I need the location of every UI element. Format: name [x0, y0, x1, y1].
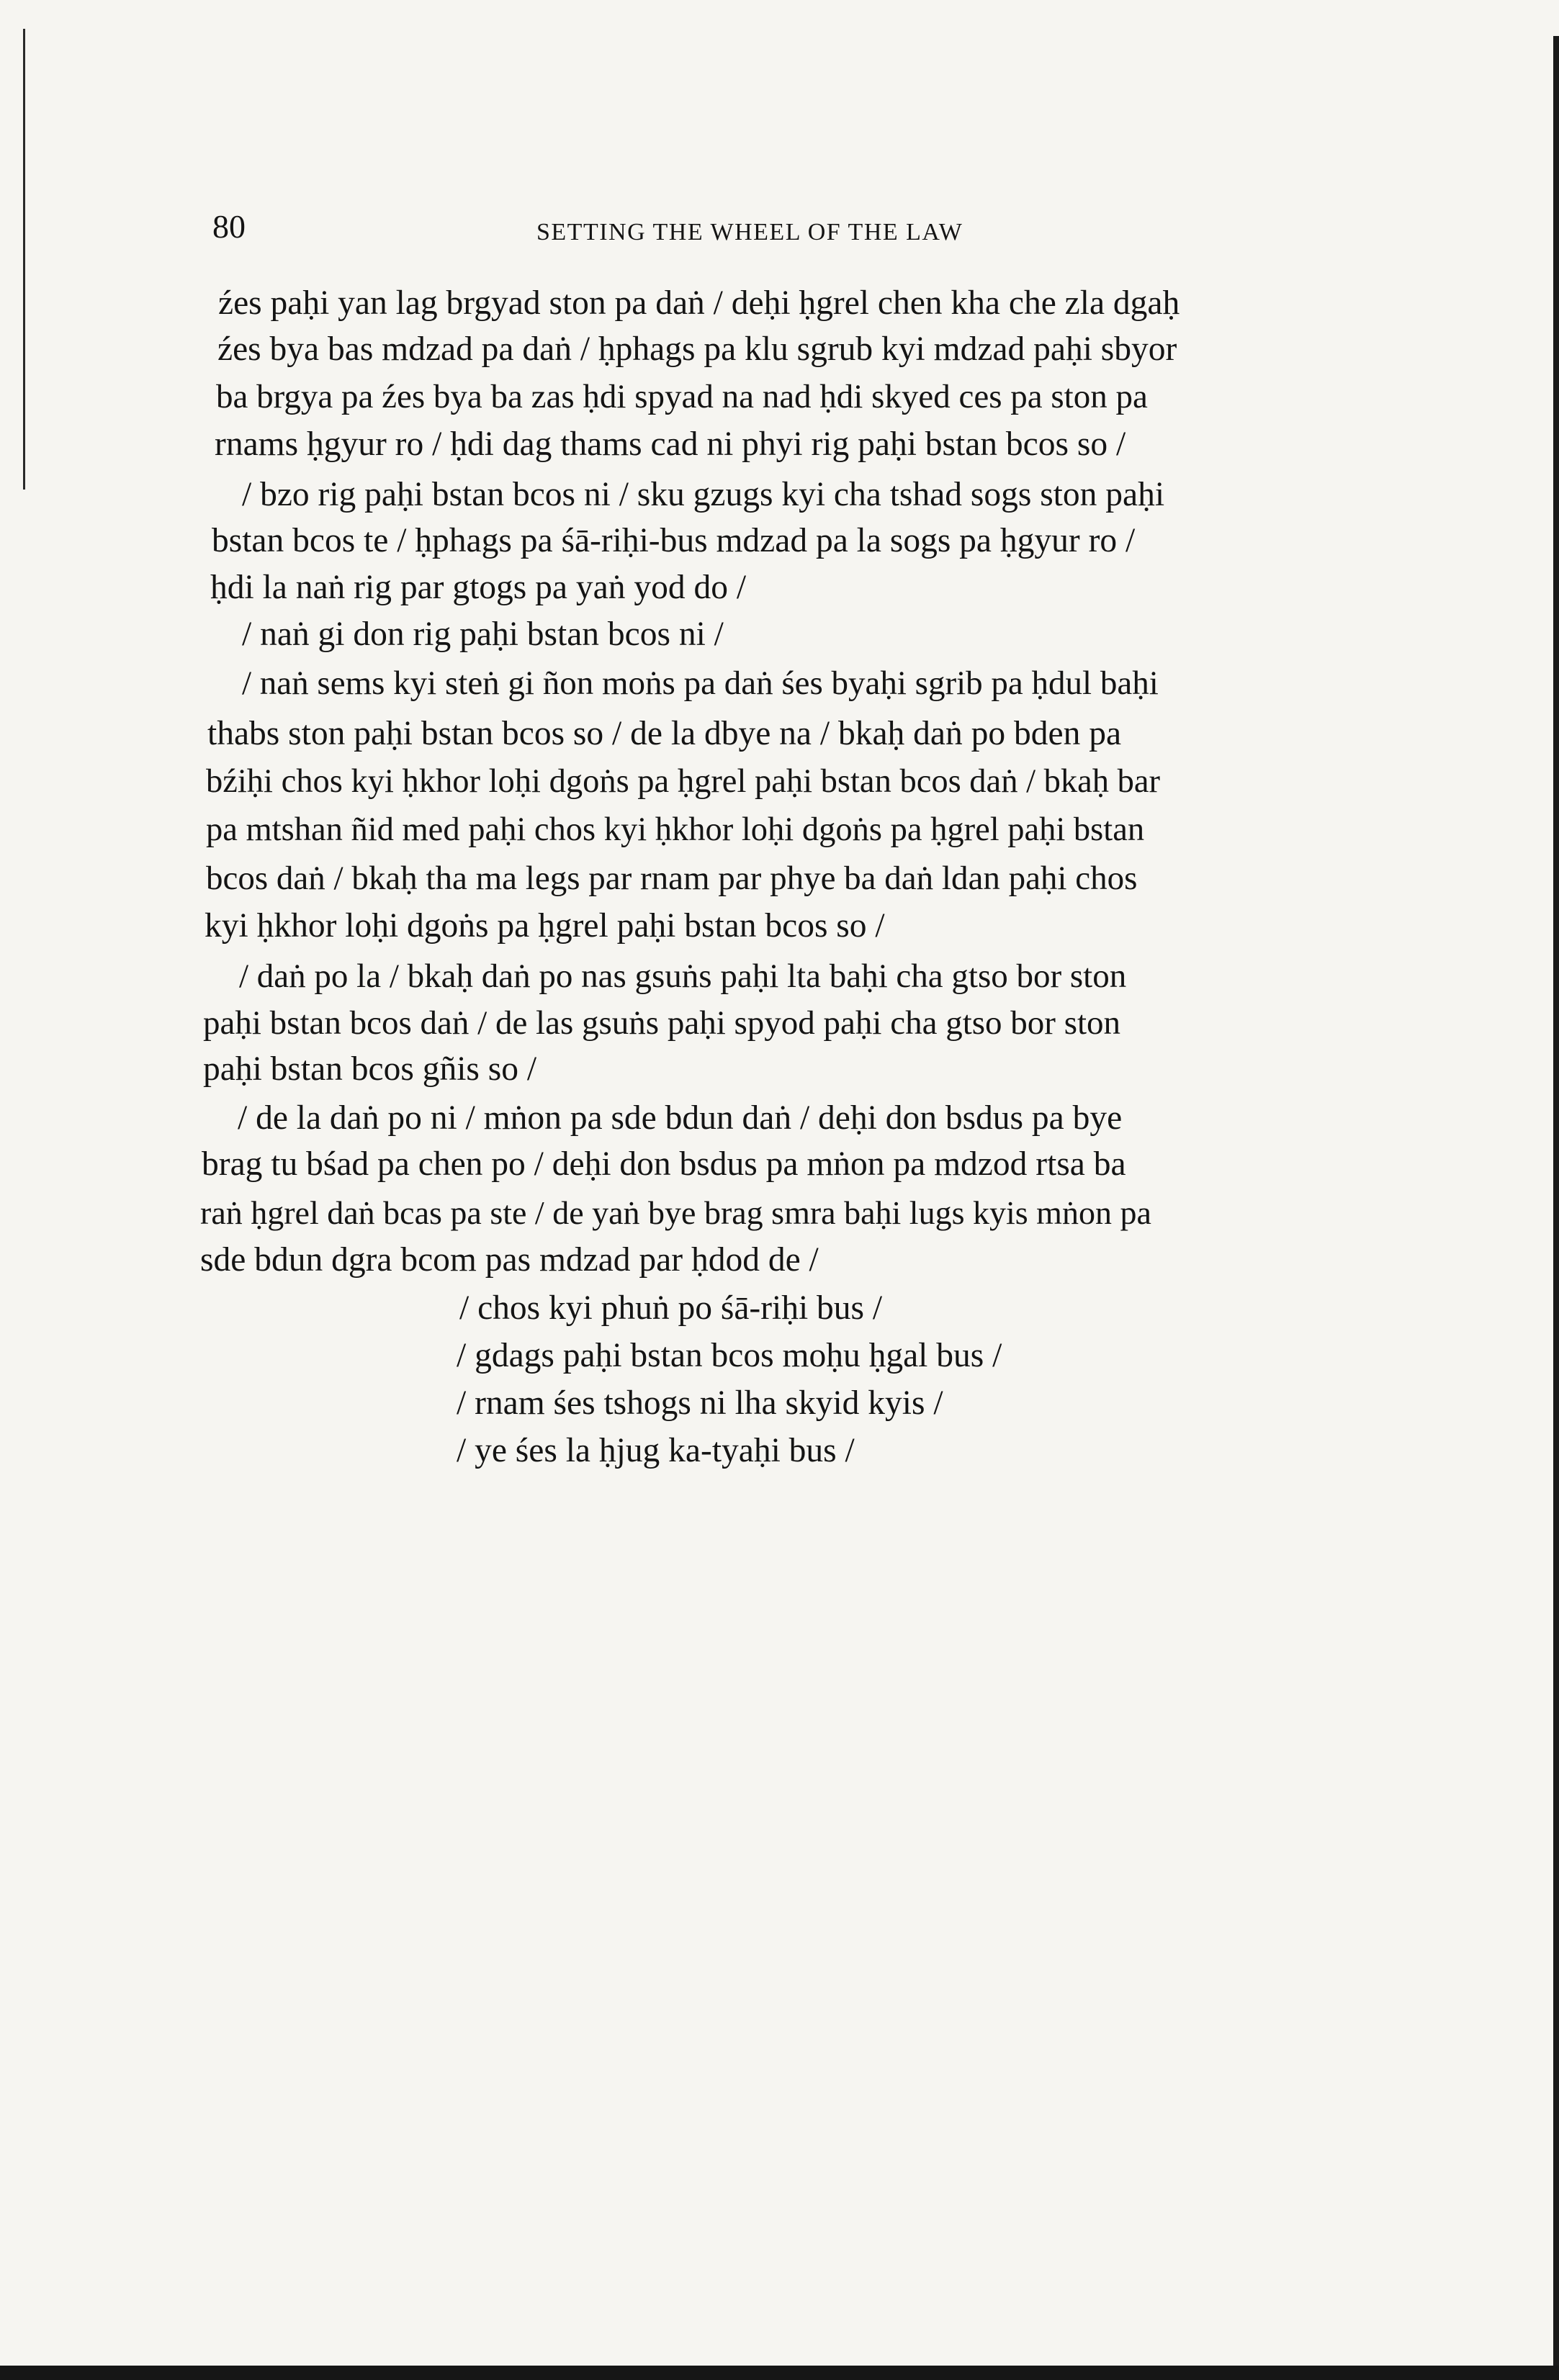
body-line: / naṅ sems kyi steṅ gi ñon moṅs pa daṅ śes byaḥi sgrib pa ḥdul baḥi [242, 664, 1159, 702]
body-line: sde bdun dgra bcom pas mdzad par ḥdod de / [200, 1241, 819, 1279]
body-line: thabs ston paḥi bstan bcos so / de la dbye na / bkaḥ daṅ po bden pa [207, 715, 1122, 752]
body-line: bźiḥi chos kyi ḥkhor loḥi dgoṅs pa ḥgrel paḥi bstan bcos daṅ / bkaḥ bar [206, 763, 1161, 800]
verse-line: / gdags paḥi bstan bcos moḥu ḥgal bus / [457, 1337, 1002, 1374]
verse-line: / ye śes la ḥjug ka-tyaḥi bus / [457, 1432, 855, 1469]
body-line: raṅ ḥgrel daṅ bcas pa ste / de yaṅ bye brag smra baḥi lugs kyis mṅon pa [200, 1194, 1151, 1231]
body-line: / bzo rig paḥi bstan bcos ni / sku gzugs kyi cha tshad sogs ston paḥi [242, 476, 1165, 513]
body-line: / daṅ po la / bkaḥ daṅ po nas gsuṅs paḥi lta baḥi cha gtso bor ston [239, 957, 1127, 995]
body-line: bstan bcos te / ḥphags pa śā-riḥi-bus mdzad pa la sogs pa ḥgyur ro / [212, 522, 1136, 559]
body-line: paḥi bstan bcos gñis so / [203, 1050, 537, 1088]
body-line: bcos daṅ / bkaḥ tha ma legs par rnam par phye ba daṅ ldan paḥi chos [206, 860, 1138, 897]
body-line: ḥdi la naṅ rig par gtogs pa yaṅ yod do / [210, 569, 747, 606]
page-number: 80 [212, 208, 246, 245]
body-line: ba brgya pa źes bya ba zas ḥdi spyad na nad ḥdi skyed ces pa ston pa [216, 378, 1148, 415]
body-line: rnams ḥgyur ro / ḥdi dag thams cad ni phyi rig paḥi bstan bcos so / [215, 425, 1126, 463]
verse-line: / chos kyi phuṅ po śā-riḥi bus / [459, 1289, 883, 1327]
body-line: paḥi bstan bcos daṅ / de las gsuṅs paḥi spyod paḥi cha gtso bor ston [203, 1004, 1121, 1042]
verse-line: / rnam śes tshogs ni lha skyid kyis / [457, 1384, 943, 1422]
body-line: / naṅ gi don rig paḥi bstan bcos ni / [242, 616, 724, 653]
body-line: brag tu bśad pa chen po / deḥi don bsdus pa mṅon pa mdzod rtsa ba [202, 1145, 1126, 1183]
running-head: SETTING THE WHEEL OF THE LAW [536, 219, 963, 245]
body-line: pa mtshan ñid med paḥi chos kyi ḥkhor loḥi dgoṅs pa ḥgrel paḥi bstan [206, 811, 1145, 848]
body-line: źes paḥi yan lag brgyad ston pa daṅ / deḥi ḥgrel chen kha che zla dgaḥ [218, 284, 1180, 322]
body-line: kyi ḥkhor loḥi dgoṅs pa ḥgrel paḥi bstan bcos so / [205, 907, 885, 945]
body-line: / de la daṅ po ni / mṅon pa sde bdun daṅ / deḥi don bsdus pa bye [238, 1099, 1123, 1137]
body-line: źes bya bas mdzad pa daṅ / ḥphags pa klu sgrub kyi mdzad paḥi sbyor [217, 330, 1177, 368]
